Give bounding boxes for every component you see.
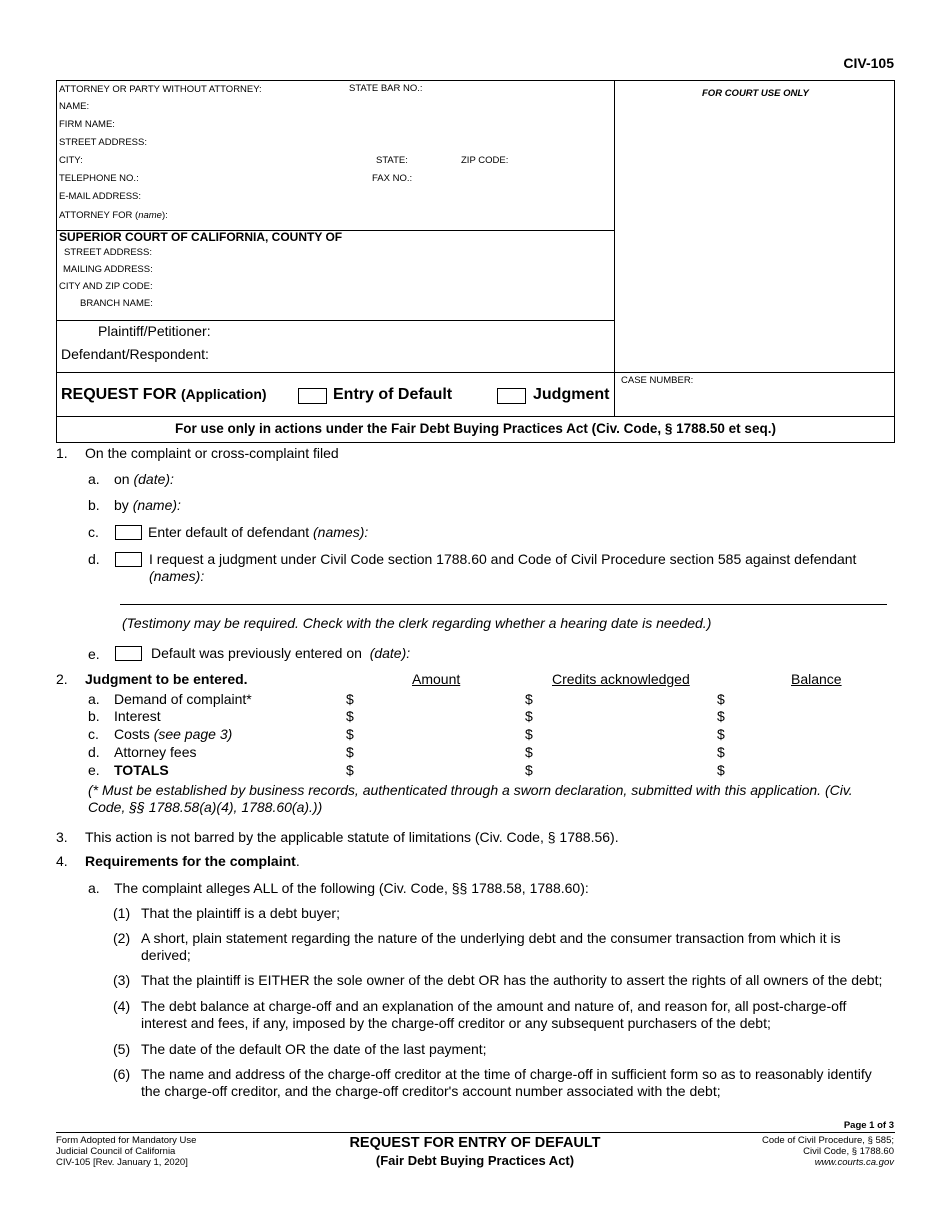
judgment-row-letter: a.: [88, 691, 100, 707]
footer-right-line1: Code of Civil Procedure, § 585;: [761, 1135, 894, 1146]
item4-sub-text: That the plaintiff is a debt buyer;: [141, 905, 340, 921]
footer-left: [56, 1135, 196, 1168]
item1e-letter: e.: [88, 646, 100, 662]
balance-dollar: $: [717, 726, 725, 742]
item3-number: 3.: [56, 829, 68, 845]
item1-text: On the complaint or cross-complaint filed: [85, 445, 339, 461]
item4-sub-text: The debt balance at charge-off and an explanation of the amount and nature of, and reason for, all post-charge-off interest and fees, if any, imposed by the charge-off creditor or any subsequent purchasers of the debt;: [141, 998, 847, 1031]
name-label: NAME:: [59, 101, 90, 112]
item4-sub-number: (6): [113, 1066, 131, 1082]
state-bar-label: STATE BAR NO.:: [349, 83, 423, 94]
judgment-checkbox[interactable]: [497, 388, 526, 404]
fair-debt-notice: For use only in actions under the Fair Debt Buying Practices Act (Civ. Code, § 1788.50 et seq.): [175, 421, 776, 436]
footer-left-line1: Form Adopted for Mandatory Use: [56, 1135, 197, 1146]
plaintiff-label: Plaintiff/Petitioner:: [98, 323, 211, 339]
judgment-row-label: Interest: [114, 708, 161, 724]
amount-header: Amount: [412, 671, 461, 687]
footer-rule: [56, 1132, 895, 1133]
credits-dollar: $: [525, 708, 533, 724]
item1c-checkbox[interactable]: [115, 525, 142, 540]
judgment-row-letter: d.: [88, 744, 100, 760]
item4-sub-text: A short, plain statement regarding the nature of the underlying debt and the consumer transaction from which it is derived;: [141, 930, 841, 963]
item1e-checkbox[interactable]: [115, 646, 142, 661]
footer-right-line3: www.courts.ca.gov: [814, 1157, 894, 1168]
footer-title: [300, 1134, 650, 1170]
item4-number: 4.: [56, 853, 68, 869]
item4-sub-text: The date of the default OR the date of the last payment;: [141, 1041, 487, 1057]
caption-divider: [614, 80, 615, 416]
request-label: REQUEST FOR (Application): [61, 386, 267, 403]
item2-title: Judgment to be entered.: [85, 671, 248, 687]
item1-number: 1.: [56, 445, 68, 461]
credits-dollar: $: [525, 726, 533, 742]
email-label: E-MAIL ADDRESS:: [59, 191, 142, 202]
zip-label: ZIP CODE:: [461, 155, 509, 166]
testimony-note: (Testimony may be required. Check with the clerk regarding whether a hearing date is needed.): [122, 615, 712, 631]
footer-left-line2: Judicial Council of California: [56, 1146, 176, 1157]
item4-sub-number: (5): [113, 1041, 131, 1057]
court-mailing-label: MAILING ADDRESS:: [63, 264, 153, 275]
item1e-text: Default was previously entered on (date):: [151, 645, 411, 661]
item1a-text: on (date):: [114, 471, 174, 487]
defendant-label: Defendant/Respondent:: [61, 346, 209, 362]
item1d-text: I request a judgment under Civil Code section 1788.60 and Code of Civil Procedure section 585 against defendant: [149, 551, 857, 567]
item4a-letter: a.: [88, 880, 100, 896]
form-id: CIV-105: [843, 55, 894, 71]
item1d-letter: d.: [88, 551, 100, 567]
footer-right: [762, 1135, 894, 1168]
fax-label: FAX NO.:: [372, 173, 413, 184]
entry-default-checkbox[interactable]: [298, 388, 327, 404]
court-divider: [56, 320, 614, 321]
item1b-text: by (name):: [114, 497, 181, 513]
attorney-for-label: ATTORNEY FOR (name):: [59, 210, 168, 221]
parties-divider: [56, 372, 895, 373]
amount-dollar: $: [346, 708, 354, 724]
amount-dollar: $: [346, 762, 354, 778]
court-street-label: STREET ADDRESS:: [64, 247, 152, 258]
footer-left-line3: CIV-105 [Rev. January 1, 2020]: [56, 1157, 188, 1168]
item4a-text: The complaint alleges ALL of the following (Civ. Code, §§ 1788.58, 1788.60):: [114, 880, 589, 896]
judgment-row-label: Attorney fees: [114, 744, 197, 760]
judgment-row-letter: e.: [88, 762, 100, 778]
balance-dollar: $: [717, 708, 725, 724]
balance-dollar: $: [717, 691, 725, 707]
entry-default-label: Entry of Default: [333, 386, 453, 403]
court-use-label: FOR COURT USE ONLY: [702, 88, 809, 99]
item1d-names-line: [120, 604, 887, 605]
item1a-letter: a.: [88, 471, 100, 487]
credits-dollar: $: [525, 691, 533, 707]
street-address-label: STREET ADDRESS:: [59, 137, 147, 148]
amount-dollar: $: [346, 744, 354, 760]
judgment-row-letter: b.: [88, 708, 100, 724]
page-number: Page 1 of 3: [843, 1120, 894, 1131]
item1d-names: (names):: [149, 568, 205, 584]
balance-dollar: $: [717, 762, 725, 778]
amount-dollar: $: [346, 691, 354, 707]
state-label: STATE:: [376, 155, 408, 166]
item1c-text: Enter default of defendant (names):: [148, 524, 369, 540]
judgment-row-label: TOTALS: [114, 762, 169, 778]
balance-dollar: $: [717, 744, 725, 760]
court-city-zip-label: CITY AND ZIP CODE:: [59, 281, 153, 292]
firm-name-label: FIRM NAME:: [59, 119, 115, 130]
footer-right-line2: Civil Code, § 1788.60: [803, 1146, 894, 1157]
amount-dollar: $: [346, 726, 354, 742]
item2-footnote: (* Must be established by business records, authenticated through a sworn declaration, submitted with this application. (Civ. Code, §§ 1788.58(a)(4), 1788.60(a).)): [88, 782, 853, 815]
footer-title-line1: REQUEST FOR ENTRY OF DEFAULT: [349, 1135, 601, 1151]
item4-sub-number: (4): [113, 998, 131, 1014]
item4-sub-text: The name and address of the charge-off creditor at the time of charge-off in sufficient form so as to reasonably identify the charge-off creditor, and the charge-off creditor's account number associated with the debt;: [141, 1066, 872, 1099]
judgment-label: Judgment: [533, 386, 610, 403]
item4-sub-text: That the plaintiff is EITHER the sole owner of the debt OR has the authority to assert the rights of all owners of the debt;: [141, 972, 883, 988]
item3-text: This action is not barred by the applicable statute of limitations (Civ. Code, § 1788.56).: [85, 829, 619, 845]
telephone-label: TELEPHONE NO.:: [59, 173, 139, 184]
balance-header: Balance: [791, 671, 842, 687]
credits-dollar: $: [525, 744, 533, 760]
request-divider: [56, 416, 895, 417]
attorney-party-label: ATTORNEY OR PARTY WITHOUT ATTORNEY:: [59, 84, 262, 95]
credits-header: Credits acknowledged: [552, 671, 690, 687]
case-number-label: CASE NUMBER:: [621, 375, 694, 386]
court-branch-label: BRANCH NAME:: [80, 298, 153, 309]
court-title: SUPERIOR COURT OF CALIFORNIA, COUNTY OF: [59, 230, 343, 244]
item1c-letter: c.: [88, 524, 99, 540]
footer-title-line2: (Fair Debt Buying Practices Act): [375, 1153, 575, 1168]
item1d-checkbox[interactable]: [115, 552, 142, 567]
item4-sub-number: (1): [113, 905, 131, 921]
city-label: CITY:: [59, 155, 83, 166]
item4-title: Requirements for the complaint.: [85, 853, 300, 869]
item4-sub-number: (2): [113, 930, 131, 946]
item1b-letter: b.: [88, 497, 100, 513]
judgment-row-label: Costs (see page 3): [114, 726, 233, 742]
item2-number: 2.: [56, 671, 68, 687]
judgment-row-label: Demand of complaint*: [114, 691, 252, 707]
credits-dollar: $: [525, 762, 533, 778]
judgment-row-letter: c.: [88, 726, 99, 742]
item4-sub-number: (3): [113, 972, 131, 988]
